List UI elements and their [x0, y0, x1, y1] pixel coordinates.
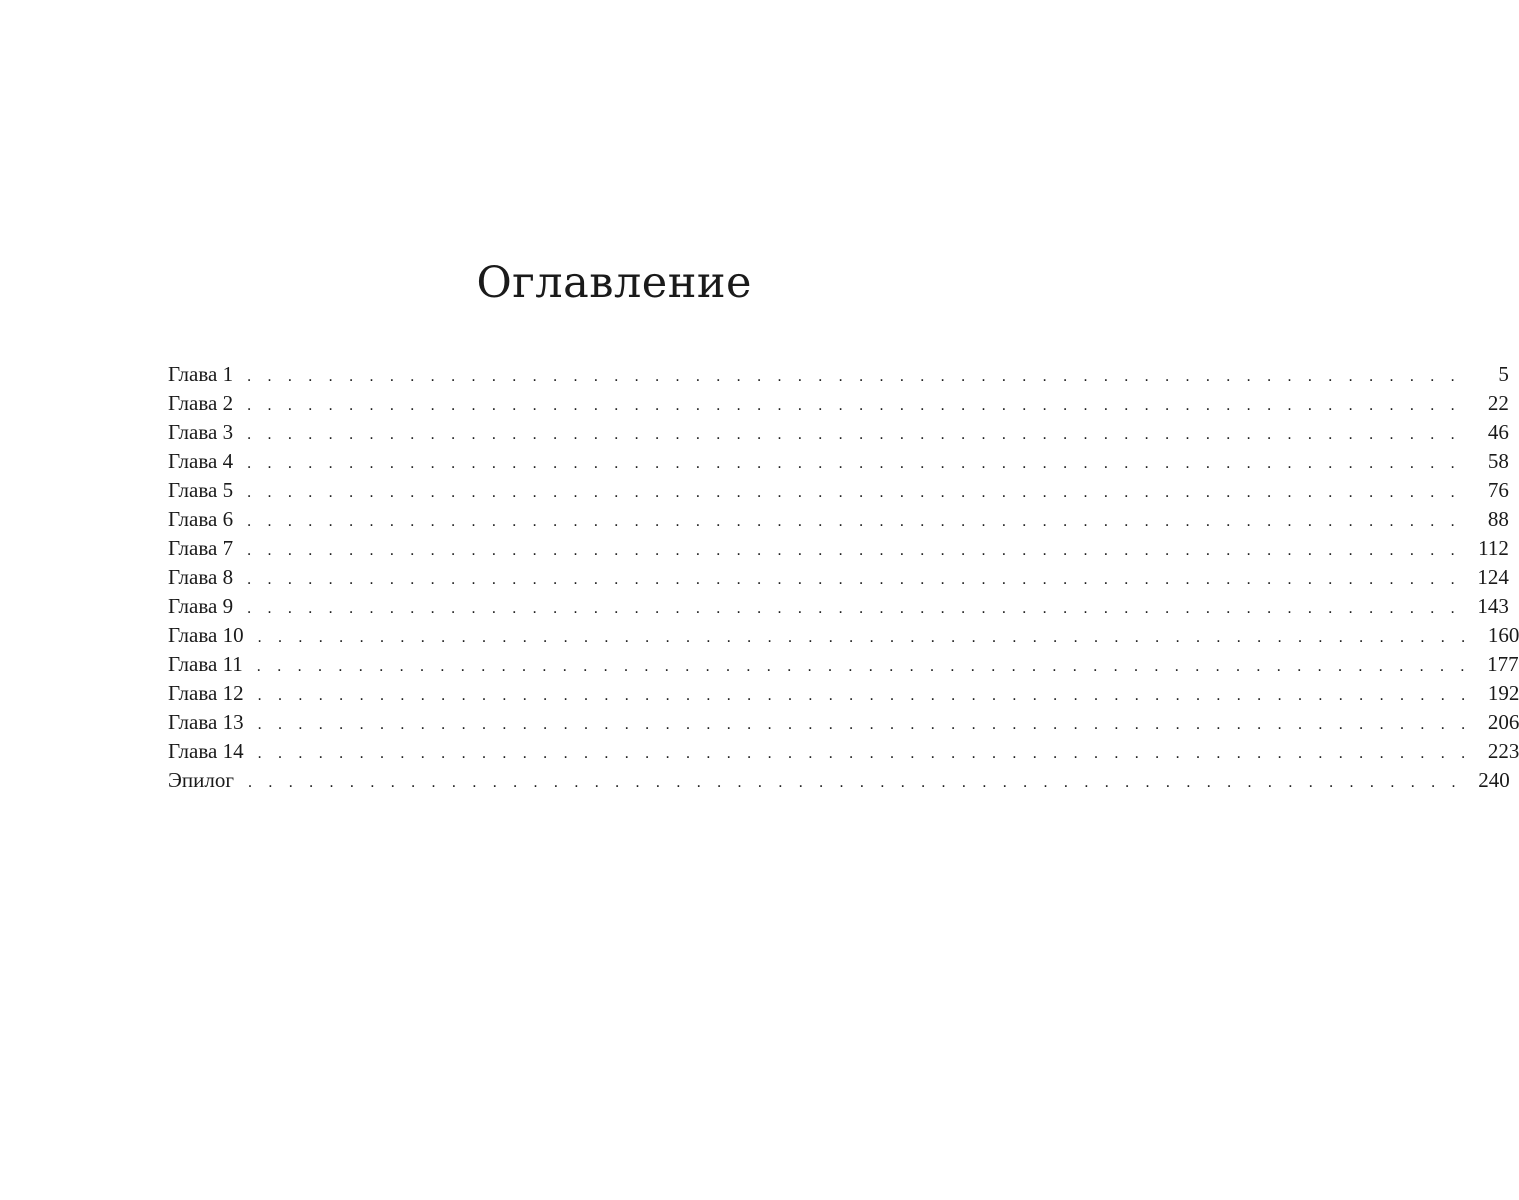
toc-entry-page-number: 240 [1478, 768, 1510, 792]
toc-entry-label: Глава 9 [168, 594, 234, 618]
toc-dot-leader: . . . . . . . . . . . . . . . . . . . . . . . . . . . . . . . . . . . . . . . . . . . . . . . . . . . . . . . . . . . . [257, 629, 1472, 646]
toc-entry-page-number: 124 [1477, 565, 1509, 589]
toc-entry-label: Эпилог [168, 768, 234, 792]
toc-entry [168, 534, 1509, 563]
toc-entry [168, 505, 1509, 534]
toc-entry-page-number: 5 [1498, 362, 1509, 386]
toc-entry-label: Глава 2 [168, 391, 234, 415]
toc-entry-page-number: 206 [1487, 710, 1519, 734]
toc-entry [168, 418, 1509, 447]
toc-dot-leader: . . . . . . . . . . . . . . . . . . . . . . . . . . . . . . . . . . . . . . . . . . . . . . . . . . . . . . . . . . . . [247, 455, 1461, 472]
toc-entry-page-number: 223 [1487, 739, 1519, 763]
toc-entry-label: Глава 13 [168, 710, 244, 734]
toc-entry-page-number: 143 [1477, 594, 1509, 618]
toc-entry [168, 563, 1509, 592]
toc-entry-label: Глава 7 [168, 536, 234, 560]
toc-dot-leader: . . . . . . . . . . . . . . . . . . . . . . . . . . . . . . . . . . . . . . . . . . . . . . . . . . . . . . . . . . . . [247, 397, 1461, 414]
toc-entry [168, 621, 1519, 650]
toc-entry [168, 708, 1519, 737]
toc-entry-label: Глава 1 [168, 362, 234, 386]
toc-entry [168, 360, 1509, 389]
toc-entry-label: Глава 11 [168, 652, 243, 676]
toc-entry [168, 476, 1509, 505]
toc-entry-label: Глава 6 [168, 507, 234, 531]
toc-entry [168, 447, 1509, 476]
toc-entry-label: Глава 14 [168, 739, 244, 763]
toc-entry [168, 679, 1519, 708]
toc-entry [168, 650, 1519, 679]
toc-entry-page-number: 46 [1487, 420, 1509, 444]
toc-dot-leader: . . . . . . . . . . . . . . . . . . . . . . . . . . . . . . . . . . . . . . . . . . . . . . . . . . . . . . . . . . . . [257, 716, 1472, 733]
toc-entry-page-number: 76 [1487, 478, 1509, 502]
toc-entry [168, 737, 1519, 766]
toc-entry-page-number: 22 [1487, 391, 1509, 415]
toc-dot-leader: . . . . . . . . . . . . . . . . . . . . . . . . . . . . . . . . . . . . . . . . . . . . . . . . . . . . . . . . . . . . [247, 426, 1461, 443]
toc-dot-leader: . . . . . . . . . . . . . . . . . . . . . . . . . . . . . . . . . . . . . . . . . . . . . . . . . . . . . . . . . . . . [247, 542, 1461, 559]
toc-entry-page-number: 192 [1487, 681, 1519, 705]
toc-entry-page-number: 88 [1487, 507, 1509, 531]
toc-entry-page-number: 177 [1487, 652, 1519, 676]
toc-dot-leader: . . . . . . . . . . . . . . . . . . . . . . . . . . . . . . . . . . . . . . . . . . . . . . . . . . . . . . . . . . . . [257, 687, 1472, 704]
toc-entry-label: Глава 12 [168, 681, 244, 705]
toc-dot-leader: . . . . . . . . . . . . . . . . . . . . . . . . . . . . . . . . . . . . . . . . . . . . . . . . . . . . . . . . . . . . [247, 774, 1462, 791]
toc-dot-leader: . . . . . . . . . . . . . . . . . . . . . . . . . . . . . . . . . . . . . . . . . . . . . . . . . . . . . . . . . . . . [247, 513, 1461, 530]
toc-entry-label: Глава 4 [168, 449, 234, 473]
toc-entry-label: Глава 10 [168, 623, 244, 647]
toc-entry-page-number: 112 [1478, 536, 1509, 560]
toc-dot-leader: . . . . . . . . . . . . . . . . . . . . . . . . . . . . . . . . . . . . . . . . . . . . . . . . . . . . . . . . . . . . [247, 368, 1461, 385]
toc-entry-page-number: 160 [1487, 623, 1519, 647]
page-title: Оглавление [476, 258, 752, 308]
toc-entry-label: Глава 5 [168, 478, 234, 502]
toc-dot-leader: . . . . . . . . . . . . . . . . . . . . . . . . . . . . . . . . . . . . . . . . . . . . . . . . . . . . . . . . . . . . [257, 745, 1472, 762]
toc-dot-leader: . . . . . . . . . . . . . . . . . . . . . . . . . . . . . . . . . . . . . . . . . . . . . . . . . . . . . . . . . . . . [256, 658, 1471, 675]
table-of-contents [168, 360, 1519, 795]
toc-entry [168, 592, 1509, 621]
toc-entry-label: Глава 3 [168, 420, 234, 444]
toc-entry-label: Глава 8 [168, 565, 234, 589]
toc-dot-leader: . . . . . . . . . . . . . . . . . . . . . . . . . . . . . . . . . . . . . . . . . . . . . . . . . . . . . . . . . . . . [247, 600, 1461, 617]
toc-entry-page-number: 58 [1487, 449, 1509, 473]
toc-entry [168, 389, 1509, 418]
toc-dot-leader: . . . . . . . . . . . . . . . . . . . . . . . . . . . . . . . . . . . . . . . . . . . . . . . . . . . . . . . . . . . . [247, 571, 1461, 588]
toc-dot-leader: . . . . . . . . . . . . . . . . . . . . . . . . . . . . . . . . . . . . . . . . . . . . . . . . . . . . . . . . . . . . [247, 484, 1461, 501]
toc-entry [168, 766, 1510, 795]
